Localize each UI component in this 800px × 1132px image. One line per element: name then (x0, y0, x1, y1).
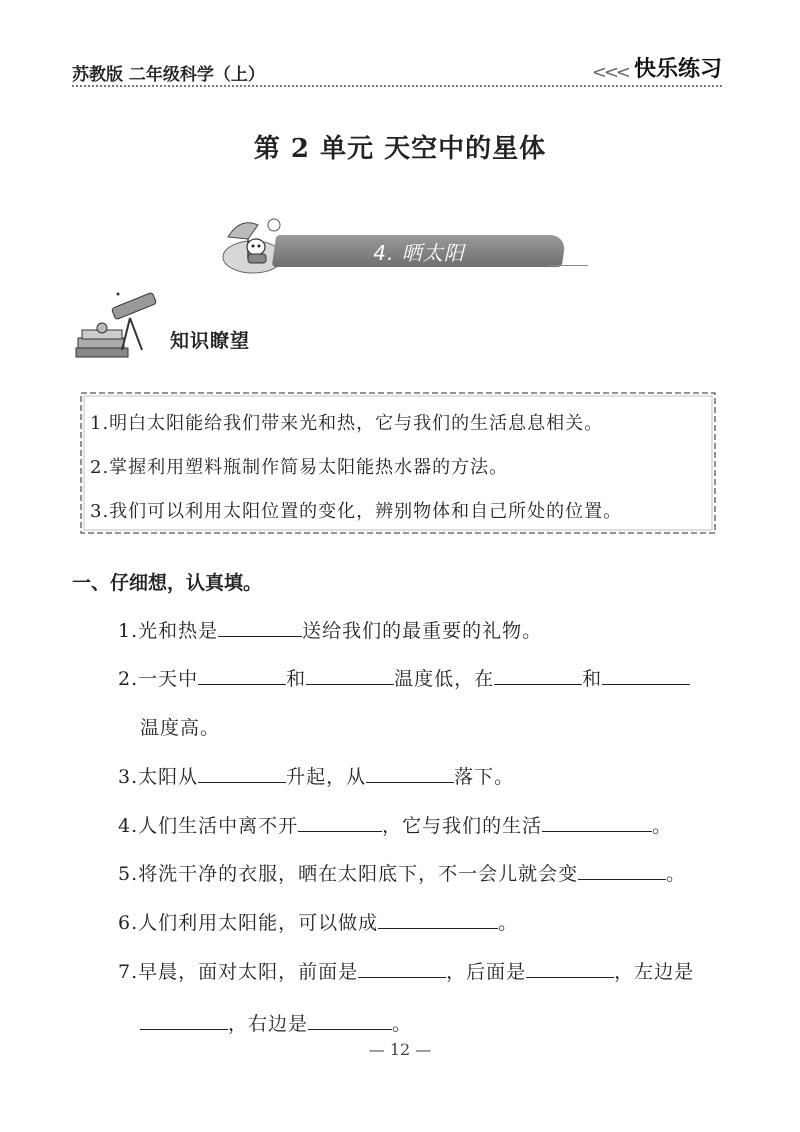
answer-blank[interactable] (198, 664, 286, 685)
question-text: 落下。 (454, 766, 515, 788)
page-number: — 12 — (368, 1040, 432, 1059)
brand-title: 快乐练习 (633, 57, 722, 82)
knowledge-item: 1.明白太阳能给我们带来光和热，它与我们的生活息息相关。 (90, 413, 604, 434)
lesson-title: 4. 晒太阳 (373, 241, 465, 265)
question-text: 5.将洗干净的衣服，晒在太阳底下，不一会儿就会变 (118, 863, 579, 885)
telescope-books-icon (72, 292, 172, 362)
question-text: 。 (652, 815, 673, 837)
knowledge-section-label: 知识瞭望 (170, 330, 251, 352)
answer-blank[interactable] (198, 762, 286, 783)
question-7-continued (140, 1009, 412, 1036)
exercise-heading: 一、仔细想，认真填。 (72, 572, 263, 594)
question-1 (118, 616, 542, 643)
chevrons-icon: <<< (591, 62, 628, 83)
question-text: ，它与我们的生活 (382, 815, 543, 837)
question-text: 1.光和热是 (118, 620, 219, 642)
question-3 (118, 762, 514, 789)
question-text: 3.太阳从 (118, 766, 199, 788)
question-text: ，后面是 (446, 961, 527, 983)
knowledge-item: 2.掌握利用塑料瓶制作简易太阳能热水器的方法。 (90, 457, 509, 478)
answer-blank[interactable] (578, 859, 666, 880)
answer-blank[interactable] (298, 811, 382, 832)
answer-blank[interactable] (526, 957, 614, 978)
answer-blank[interactable] (306, 664, 394, 685)
question-2-continued (140, 713, 220, 740)
unit-title: 第 2 单元 天空中的星体 (253, 134, 547, 164)
question-4 (118, 811, 672, 838)
answer-blank[interactable] (358, 957, 446, 978)
question-text: 温度低，在 (394, 668, 495, 690)
knowledge-section-banner (72, 292, 292, 362)
answer-blank[interactable] (494, 664, 582, 685)
question-text: 7.早晨，面对太阳，前面是 (118, 961, 359, 983)
question-text: 2.一天中 (118, 668, 199, 690)
question-text: 。 (498, 912, 519, 934)
header-divider (72, 85, 722, 87)
question-text: 6.人们利用太阳能，可以做成 (118, 912, 379, 934)
question-7 (118, 957, 694, 984)
question-text: ，右边是 (228, 1013, 309, 1035)
answer-blank[interactable] (378, 908, 498, 929)
answer-blank[interactable] (140, 1009, 228, 1030)
header-brand (592, 52, 722, 83)
answer-blank[interactable] (602, 664, 690, 685)
question-5 (118, 859, 686, 886)
answer-blank[interactable] (308, 1009, 392, 1030)
answer-blank[interactable] (218, 616, 302, 637)
lesson-banner (218, 215, 578, 275)
question-text: 和 (582, 668, 603, 690)
knowledge-points-box (78, 390, 718, 536)
lesson-underline (548, 265, 588, 266)
question-text: 升起，从 (286, 766, 367, 788)
answer-blank[interactable] (542, 811, 652, 832)
question-text: ，左边是 (614, 961, 695, 983)
answer-blank[interactable] (366, 762, 454, 783)
question-text: 和 (286, 668, 307, 690)
question-text: 4.人们生活中离不开 (118, 815, 299, 837)
question-text: 温度高。 (140, 717, 221, 739)
knowledge-item: 3.我们可以利用太阳位置的变化，辨别物体和自己所处的位置。 (90, 501, 623, 522)
question-text: 。 (392, 1013, 413, 1035)
question-text: 。 (666, 863, 687, 885)
knowledge-list (90, 402, 708, 534)
question-text: 送给我们的最重要的礼物。 (302, 620, 543, 642)
book-edition-label: 苏教版 二年级科学（上） (72, 65, 265, 85)
question-2 (118, 664, 690, 691)
question-6 (118, 908, 518, 935)
